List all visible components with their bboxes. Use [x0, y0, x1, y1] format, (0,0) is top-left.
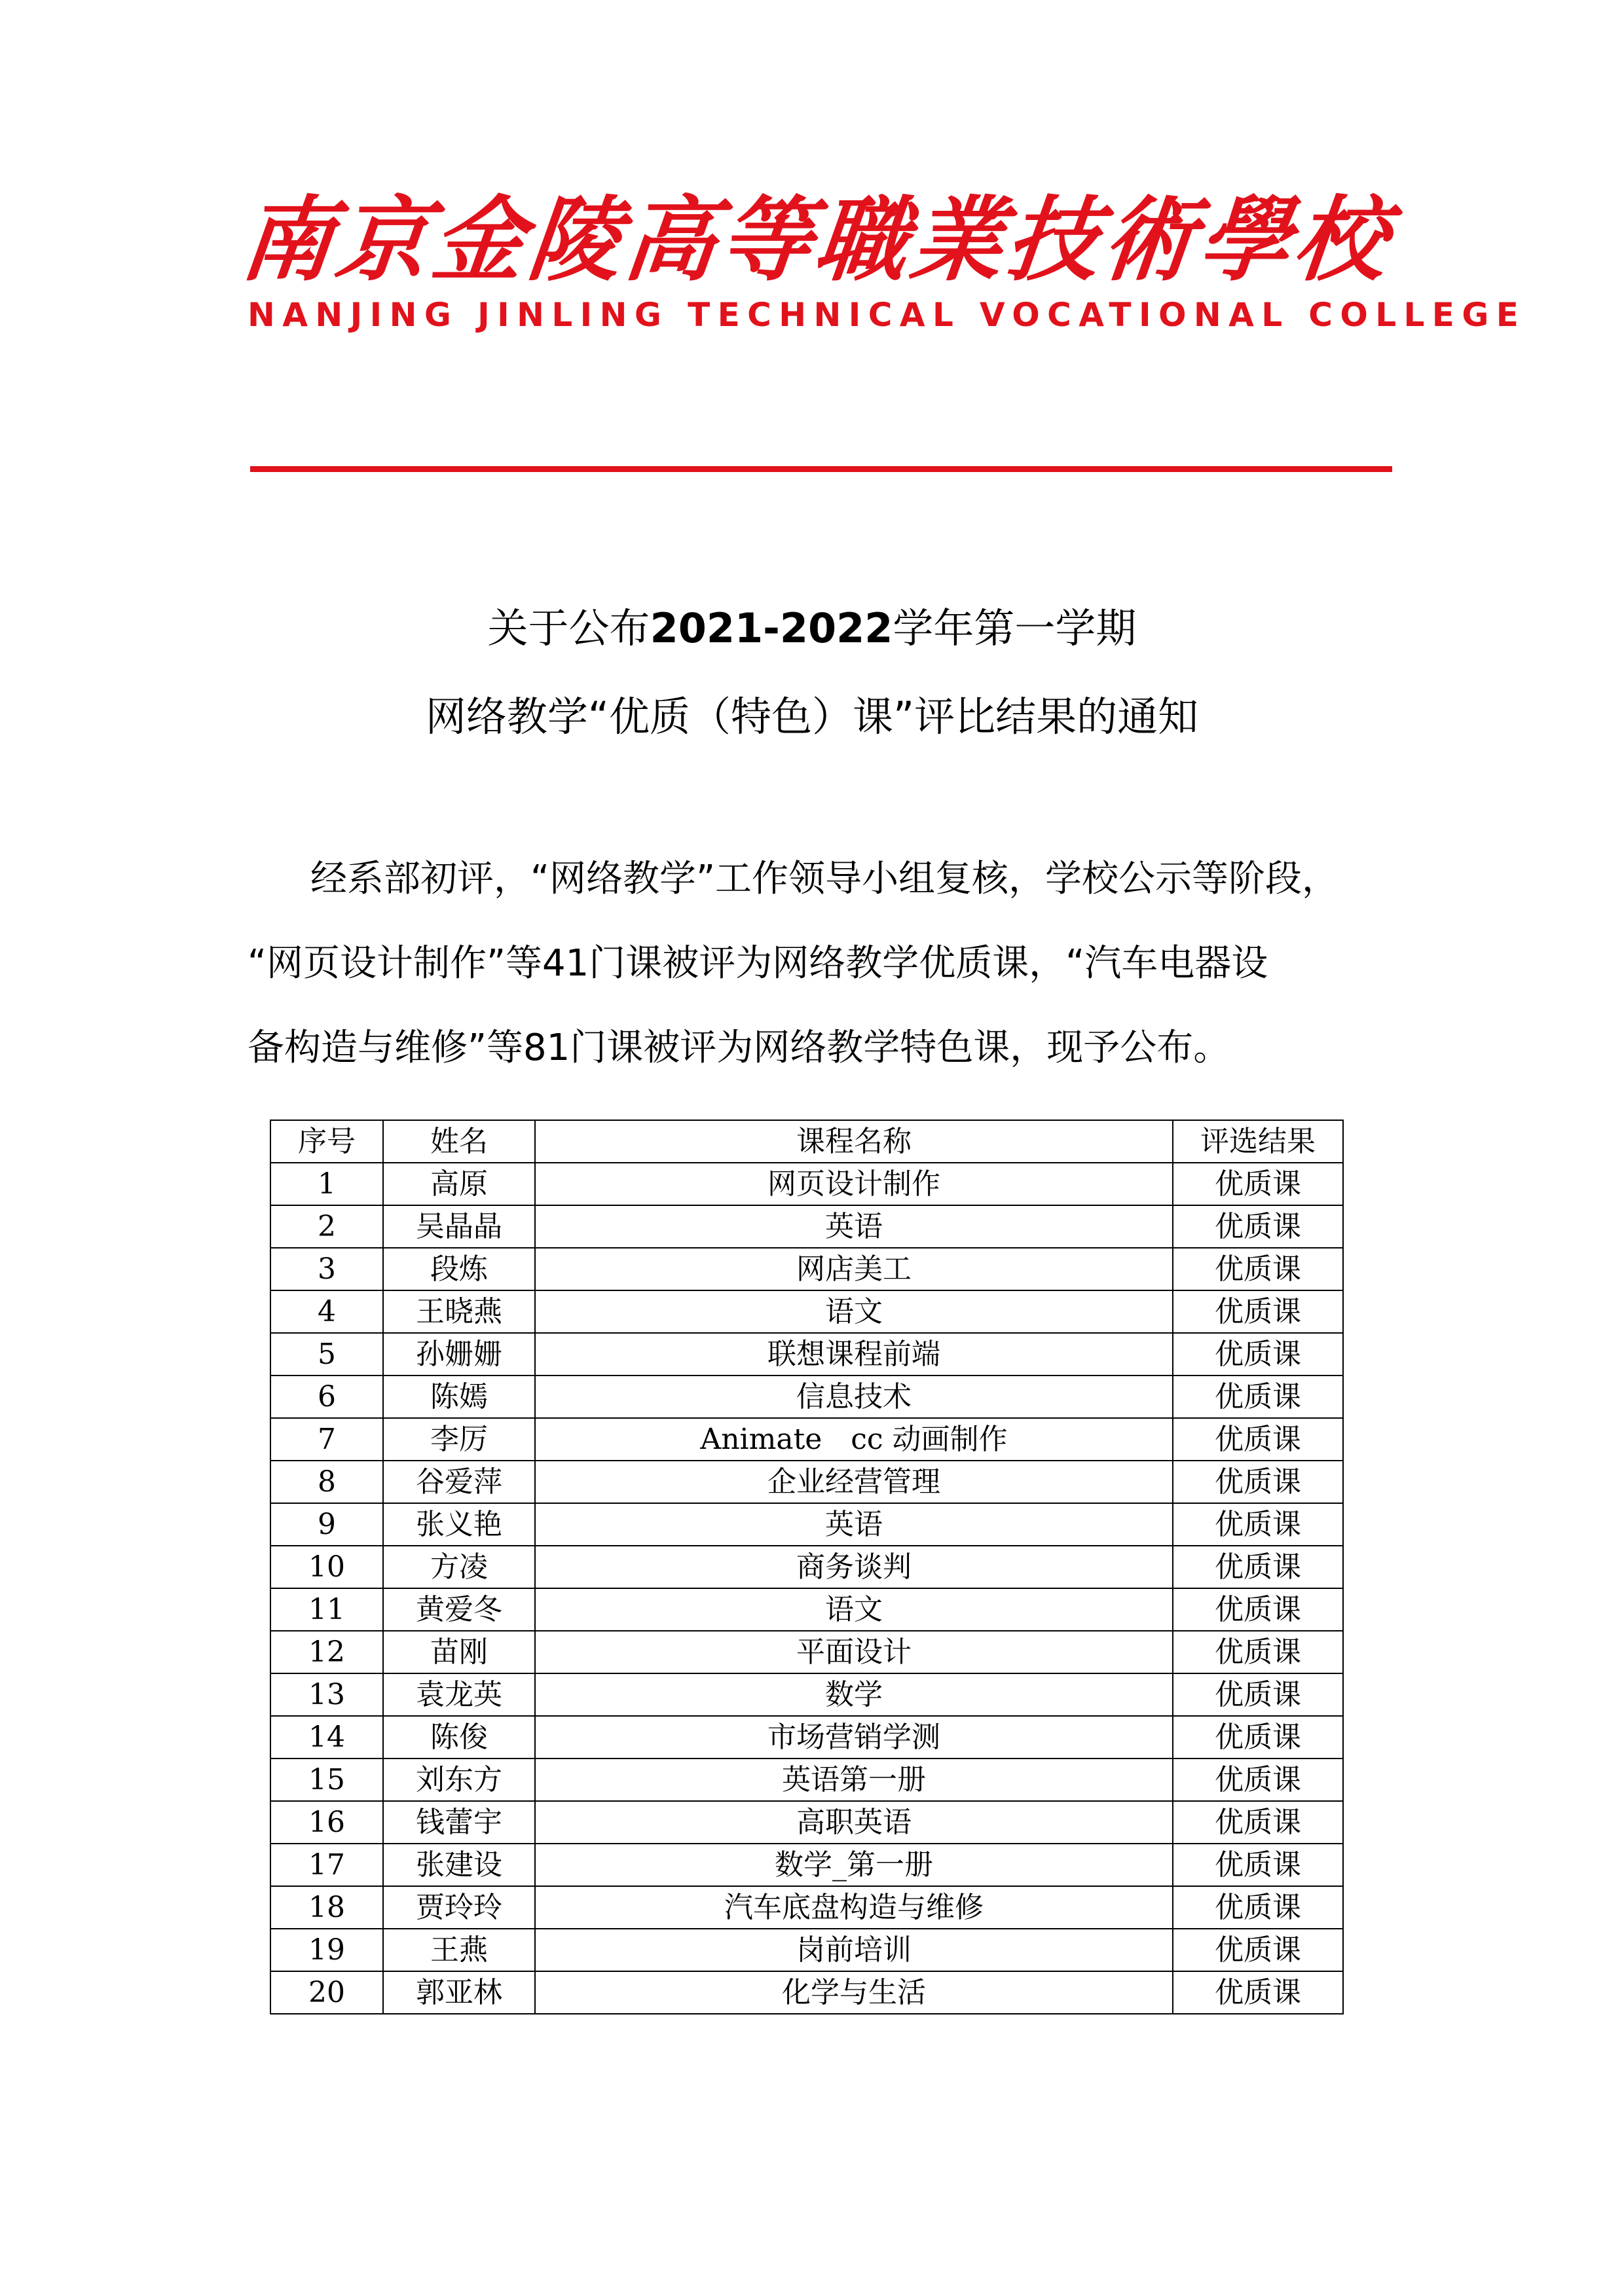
cell-course-name: 岗前培训 [535, 1929, 1173, 1971]
cell-course-name: 英语 [535, 1503, 1173, 1546]
table-row [270, 1801, 1343, 1844]
table-row [270, 1333, 1343, 1376]
cell-course-name: 化学与生活 [535, 1971, 1173, 2014]
body-text: “网页设计制作”等 [248, 942, 543, 985]
cell-serial-number: 20 [270, 1971, 383, 2014]
featured-course-count: 81 [523, 1027, 570, 1069]
cell-result: 优质课 [1173, 1758, 1343, 1801]
title-suffix: 学年第一学期 [893, 604, 1137, 652]
school-name-char: 職 [810, 186, 915, 294]
table-row [270, 1418, 1343, 1461]
cell-serial-number: 17 [270, 1844, 383, 1886]
school-name-char: 京 [331, 186, 436, 294]
table-row [270, 1716, 1343, 1758]
cell-teacher-name: 王晓燕 [383, 1290, 535, 1333]
school-name-char: 等 [714, 186, 819, 294]
school-name-char: 技 [1001, 186, 1106, 294]
cell-teacher-name: 谷爱萍 [383, 1461, 535, 1503]
cell-result: 优质课 [1173, 1418, 1343, 1461]
cell-teacher-name: 段炼 [383, 1248, 535, 1290]
header-name: 姓名 [383, 1120, 535, 1163]
body-paragraph-line-3 [248, 1019, 1374, 1071]
cell-teacher-name: 方凌 [383, 1546, 535, 1588]
table-row [270, 1205, 1343, 1248]
cell-result: 优质课 [1173, 1588, 1343, 1631]
table-row [270, 1929, 1343, 1971]
cell-teacher-name: 陈嫣 [383, 1376, 535, 1418]
cell-serial-number: 8 [270, 1461, 383, 1503]
cell-course-name: 企业经营管理 [535, 1461, 1173, 1503]
cell-course-name: 平面设计 [535, 1631, 1173, 1673]
cell-result: 优质课 [1173, 1546, 1343, 1588]
cell-serial-number: 12 [270, 1631, 383, 1673]
table-row [270, 1546, 1343, 1588]
body-text: 门课被评为网络教学特色课，现予公布。 [570, 1027, 1230, 1069]
cell-result: 优质课 [1173, 1205, 1343, 1248]
table-row [270, 1290, 1343, 1333]
table-row [270, 1588, 1343, 1631]
cell-teacher-name: 张义艳 [383, 1503, 535, 1546]
cell-result: 优质课 [1173, 1631, 1343, 1673]
school-name-english: NANJING JINLING TECHNICAL VOCATIONAL COLLEGE [248, 296, 1526, 334]
cell-serial-number: 2 [270, 1205, 383, 1248]
cell-course-name: 商务谈判 [535, 1546, 1173, 1588]
cell-result: 优质课 [1173, 1929, 1343, 1971]
table-row [270, 1844, 1343, 1886]
cell-serial-number: 5 [270, 1333, 383, 1376]
cell-serial-number: 6 [270, 1376, 383, 1418]
cell-teacher-name: 李厉 [383, 1418, 535, 1461]
school-name-char: 校 [1289, 186, 1393, 294]
header-course-name: 课程名称 [535, 1120, 1173, 1163]
cell-course-name: 英语第一册 [535, 1758, 1173, 1801]
school-name-char: 高 [618, 186, 724, 294]
cell-course-name: 数学_第一册 [535, 1844, 1173, 1886]
table-row [270, 1163, 1343, 1205]
cell-teacher-name: 苗刚 [383, 1631, 535, 1673]
cell-result: 优质课 [1173, 1971, 1343, 2014]
cell-teacher-name: 陈俊 [383, 1716, 535, 1758]
cell-serial-number: 3 [270, 1248, 383, 1290]
cell-result: 优质课 [1173, 1461, 1343, 1503]
table-row [270, 1461, 1343, 1503]
title-prefix: 关于公布 [487, 604, 650, 652]
cell-serial-number: 16 [270, 1801, 383, 1844]
table-header-row [270, 1120, 1343, 1163]
notice-title-line-1 [0, 596, 1624, 654]
cell-serial-number: 7 [270, 1418, 383, 1461]
table-row [270, 1248, 1343, 1290]
notice-title-line-2: 网络教学“优质（特色）课”评比结果的通知 [425, 693, 1199, 740]
cell-course-name: 网页设计制作 [535, 1163, 1173, 1205]
school-letterhead [236, 177, 1526, 340]
table-row [270, 1673, 1343, 1716]
cell-teacher-name: 张建设 [383, 1844, 535, 1886]
school-name-char: 業 [906, 186, 1010, 294]
cell-course-name: 数学 [535, 1673, 1173, 1716]
school-name-char: 術 [1097, 186, 1202, 294]
cell-course-name: 汽车底盘构造与维修 [535, 1886, 1173, 1929]
cell-course-name: 市场营销学测 [535, 1716, 1173, 1758]
cell-course-name: 网店美工 [535, 1248, 1173, 1290]
cell-teacher-name: 孙姗姗 [383, 1333, 535, 1376]
table-row [270, 1758, 1343, 1801]
cell-serial-number: 15 [270, 1758, 383, 1801]
results-table [270, 1120, 1344, 2014]
cell-result: 优质课 [1173, 1844, 1343, 1886]
cell-teacher-name: 王燕 [383, 1929, 535, 1971]
title-academic-year: 2021-2022 [650, 604, 893, 652]
school-name-char: 金 [427, 186, 532, 294]
quality-course-count: 41 [542, 942, 589, 985]
header-serial-number: 序号 [270, 1120, 383, 1163]
cell-result: 优质课 [1173, 1163, 1343, 1205]
cell-result: 优质课 [1173, 1673, 1343, 1716]
cell-teacher-name: 高原 [383, 1163, 535, 1205]
cell-result: 优质课 [1173, 1290, 1343, 1333]
school-name-chinese [236, 177, 1393, 294]
cell-serial-number: 1 [270, 1163, 383, 1205]
table-row [270, 1503, 1343, 1546]
cell-serial-number: 11 [270, 1588, 383, 1631]
cell-result: 优质课 [1173, 1376, 1343, 1418]
table-row [270, 1886, 1343, 1929]
cell-course-name: Animate cc 动画制作 [535, 1418, 1173, 1461]
cell-teacher-name: 钱蕾宇 [383, 1801, 535, 1844]
cell-course-name: 高职英语 [535, 1801, 1173, 1844]
cell-result: 优质课 [1173, 1333, 1343, 1376]
cell-result: 优质课 [1173, 1716, 1343, 1758]
cell-teacher-name: 刘东方 [383, 1758, 535, 1801]
table-row [270, 1631, 1343, 1673]
cell-teacher-name: 袁龙英 [383, 1673, 535, 1716]
cell-teacher-name: 黄爱冬 [383, 1588, 535, 1631]
cell-result: 优质课 [1173, 1801, 1343, 1844]
cell-course-name: 语文 [535, 1588, 1173, 1631]
cell-serial-number: 10 [270, 1546, 383, 1588]
header-result: 评选结果 [1173, 1120, 1343, 1163]
cell-serial-number: 14 [270, 1716, 383, 1758]
cell-result: 优质课 [1173, 1886, 1343, 1929]
body-paragraph-line-2 [248, 934, 1374, 987]
cell-teacher-name: 郭亚林 [383, 1971, 535, 2014]
cell-serial-number: 19 [270, 1929, 383, 1971]
school-name-char: 南 [236, 186, 341, 294]
body-text: 备构造与维修”等 [248, 1027, 524, 1069]
school-name-char: 陵 [523, 186, 627, 294]
cell-serial-number: 9 [270, 1503, 383, 1546]
cell-teacher-name: 吴晶晶 [383, 1205, 535, 1248]
cell-result: 优质课 [1173, 1503, 1343, 1546]
cell-teacher-name: 贾玲玲 [383, 1886, 535, 1929]
cell-course-name: 信息技术 [535, 1376, 1173, 1418]
school-name-char: 學 [1192, 186, 1298, 294]
cell-course-name: 语文 [535, 1290, 1173, 1333]
letterhead-divider [250, 466, 1392, 472]
cell-serial-number: 4 [270, 1290, 383, 1333]
body-paragraph-line-1: 经系部初评，“网络教学”工作领导小组复核，学校公示等阶段， [310, 858, 1339, 900]
cell-result: 优质课 [1173, 1248, 1343, 1290]
cell-serial-number: 13 [270, 1673, 383, 1716]
table-row [270, 1376, 1343, 1418]
body-text: 门课被评为网络教学优质课，“汽车电器设 [589, 942, 1268, 985]
cell-course-name: 英语 [535, 1205, 1173, 1248]
cell-course-name: 联想课程前端 [535, 1333, 1173, 1376]
cell-serial-number: 18 [270, 1886, 383, 1929]
table-row [270, 1971, 1343, 2014]
